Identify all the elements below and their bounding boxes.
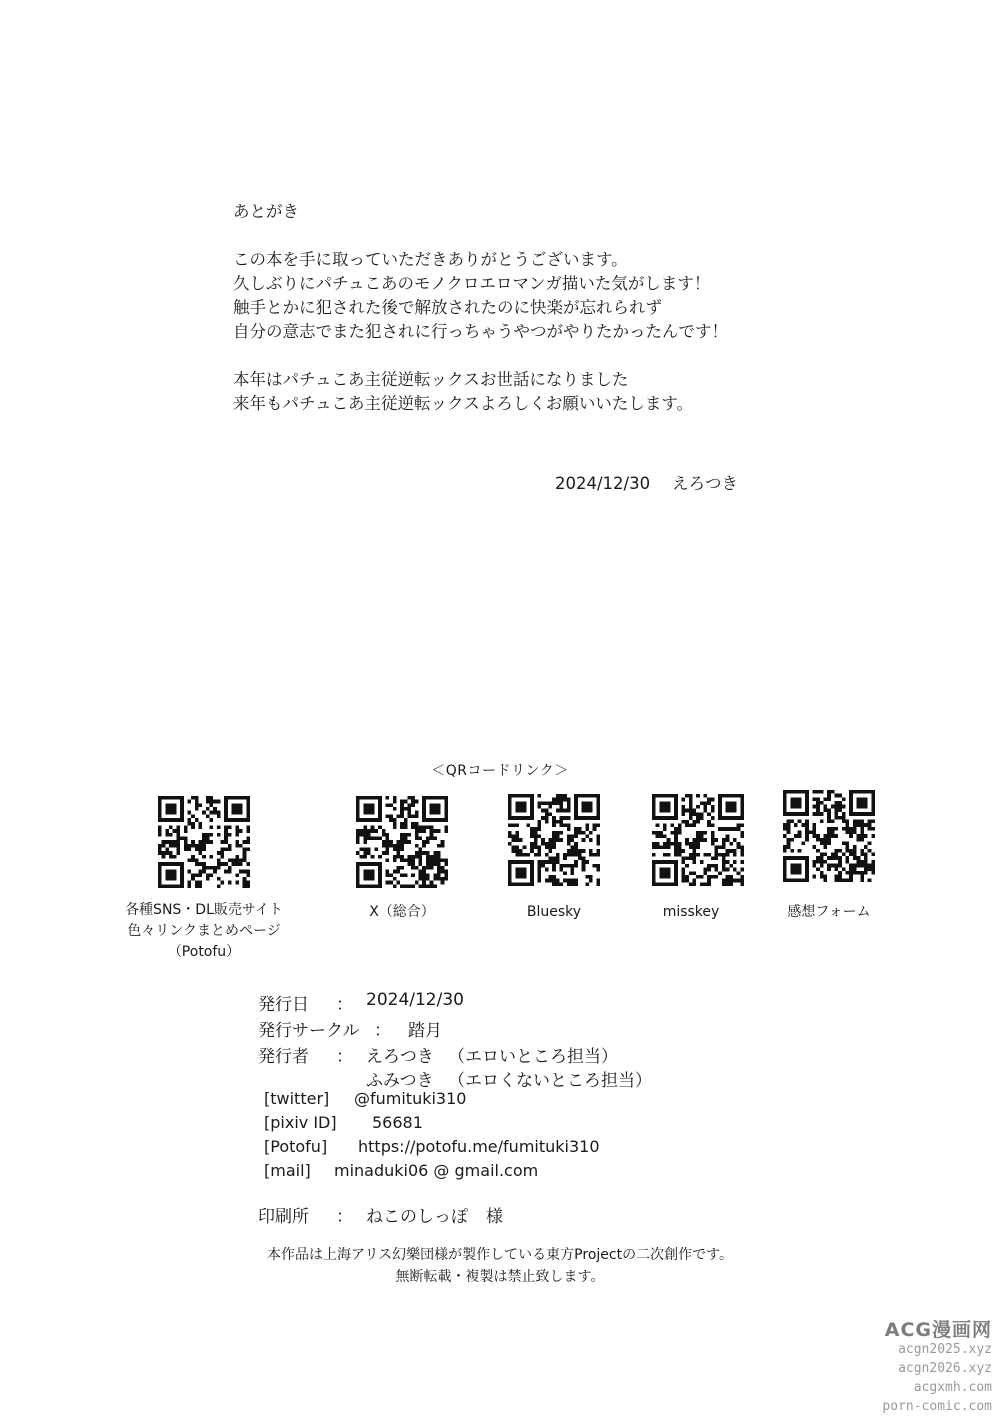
circle-name: 踏月 xyxy=(408,1021,442,1041)
afterword-signature xyxy=(555,470,738,494)
signature-name: えろつき xyxy=(672,474,738,493)
published-label: 発行日 xyxy=(258,995,309,1015)
watermark-brand: ACG漫画网 xyxy=(884,1319,992,1341)
dino-logo-icon xyxy=(541,831,563,853)
qr-label-line: （Potofu） xyxy=(167,944,241,960)
qr-code-feedback-form[interactable] xyxy=(783,790,875,882)
qr-label-bluesky xyxy=(494,902,614,923)
twitter-label: [twitter] xyxy=(264,1089,330,1108)
qr-pattern xyxy=(508,794,600,886)
separator: ： xyxy=(336,995,353,1015)
afterword-line: この本を手に取っていただきありがとうございます。 xyxy=(233,250,628,269)
afterword-line: 触手とかに犯された後で解放されたのに快楽が忘れられず xyxy=(233,298,662,317)
notice-line: 本作品は上海アリス幻樂団様が製作している東方Projectの二次創作です。 xyxy=(267,1247,733,1263)
qr-label-potofu xyxy=(104,900,304,963)
qr-label-line: 各種SNS・DL販売サイト xyxy=(125,902,283,918)
twitter-handle[interactable]: @fumituki310 xyxy=(354,1089,467,1108)
afterword-line: 久しぶりにパチュこあのモノクロエロマンガ描いた気がします！ xyxy=(233,274,711,293)
qr-label-line: X（総合） xyxy=(369,904,435,920)
qr-code-potofu[interactable] xyxy=(158,796,250,888)
published-date: 2024/12/30 xyxy=(366,990,464,1010)
watermark-domain: acgxmh.com xyxy=(913,1380,992,1395)
publisher-label: 発行者 xyxy=(258,1047,309,1067)
publisher-2-role: （エロくないところ担当） xyxy=(448,1071,652,1091)
afterword-line: 来年もパチュこあ主従逆転ックスよろしくお願いいたします。 xyxy=(233,394,694,413)
mail-address[interactable]: minaduki06 @ gmail.com xyxy=(334,1161,539,1180)
separator: ： xyxy=(374,1021,391,1041)
afterword xyxy=(233,200,793,416)
dino-logo-icon xyxy=(816,827,838,849)
dino-logo-icon xyxy=(191,833,213,855)
qr-label-feedback-form xyxy=(769,902,889,923)
watermark-domain: acgn2025.xyz xyxy=(898,1342,992,1357)
qr-label-line: 感想フォーム xyxy=(787,904,871,920)
afterword-title: あとがき xyxy=(233,202,299,221)
dino-logo-icon xyxy=(685,831,707,853)
dino-logo-icon xyxy=(389,833,411,855)
qr-label-line: Bluesky xyxy=(526,904,582,920)
publisher-1-role: （エロいところ担当） xyxy=(448,1047,618,1067)
potofu-label: [Potofu] xyxy=(264,1137,328,1156)
circle-label: 発行サークル xyxy=(258,1021,360,1041)
pixiv-id: 56681 xyxy=(372,1113,423,1132)
publisher-1-name: えろつき xyxy=(366,1047,434,1067)
printer-label: 印刷所 xyxy=(258,1207,309,1227)
qr-code-x[interactable] xyxy=(356,796,448,888)
copyright-notice xyxy=(0,1244,1000,1288)
qr-heading: ＜QRコードリンク＞ xyxy=(431,763,569,779)
qr-code-bluesky[interactable] xyxy=(508,794,600,886)
afterword-line: 本年はパチュこあ主従逆転ックスお世話になりました xyxy=(233,370,629,389)
qr-label-misskey xyxy=(631,902,751,923)
qr-pattern xyxy=(783,790,875,882)
signature-date: 2024/12/30 xyxy=(555,474,651,493)
publisher-2-name: ふみつき xyxy=(366,1071,434,1091)
printer-name: ねこのしっぽ xyxy=(366,1207,468,1227)
pixiv-label: [pixiv ID] xyxy=(264,1113,337,1132)
watermark-domain: acgn2026.xyz xyxy=(898,1361,992,1376)
separator: ： xyxy=(336,1207,353,1227)
qr-label-line: 色々リンクまとめページ xyxy=(127,923,281,939)
qr-pattern xyxy=(356,796,448,888)
mail-label: [mail] xyxy=(264,1161,311,1180)
qr-label-x xyxy=(342,902,462,923)
potofu-link[interactable]: https://potofu.me/fumituki310 xyxy=(358,1137,600,1156)
separator: ： xyxy=(336,1047,353,1067)
printer-suffix: 様 xyxy=(486,1207,503,1227)
site-watermark xyxy=(792,1321,992,1416)
qr-label-line: misskey xyxy=(662,904,720,920)
qr-pattern xyxy=(158,796,250,888)
notice-line: 無断転載・複製は禁止致します。 xyxy=(395,1269,605,1285)
afterword-line: 自分の意志でまた犯されに行っちゃうやつがやりたかったんです！ xyxy=(233,322,728,341)
watermark-domain: porn-comic.com xyxy=(882,1399,992,1414)
qr-pattern xyxy=(652,794,744,886)
qr-code-misskey[interactable] xyxy=(652,794,744,886)
